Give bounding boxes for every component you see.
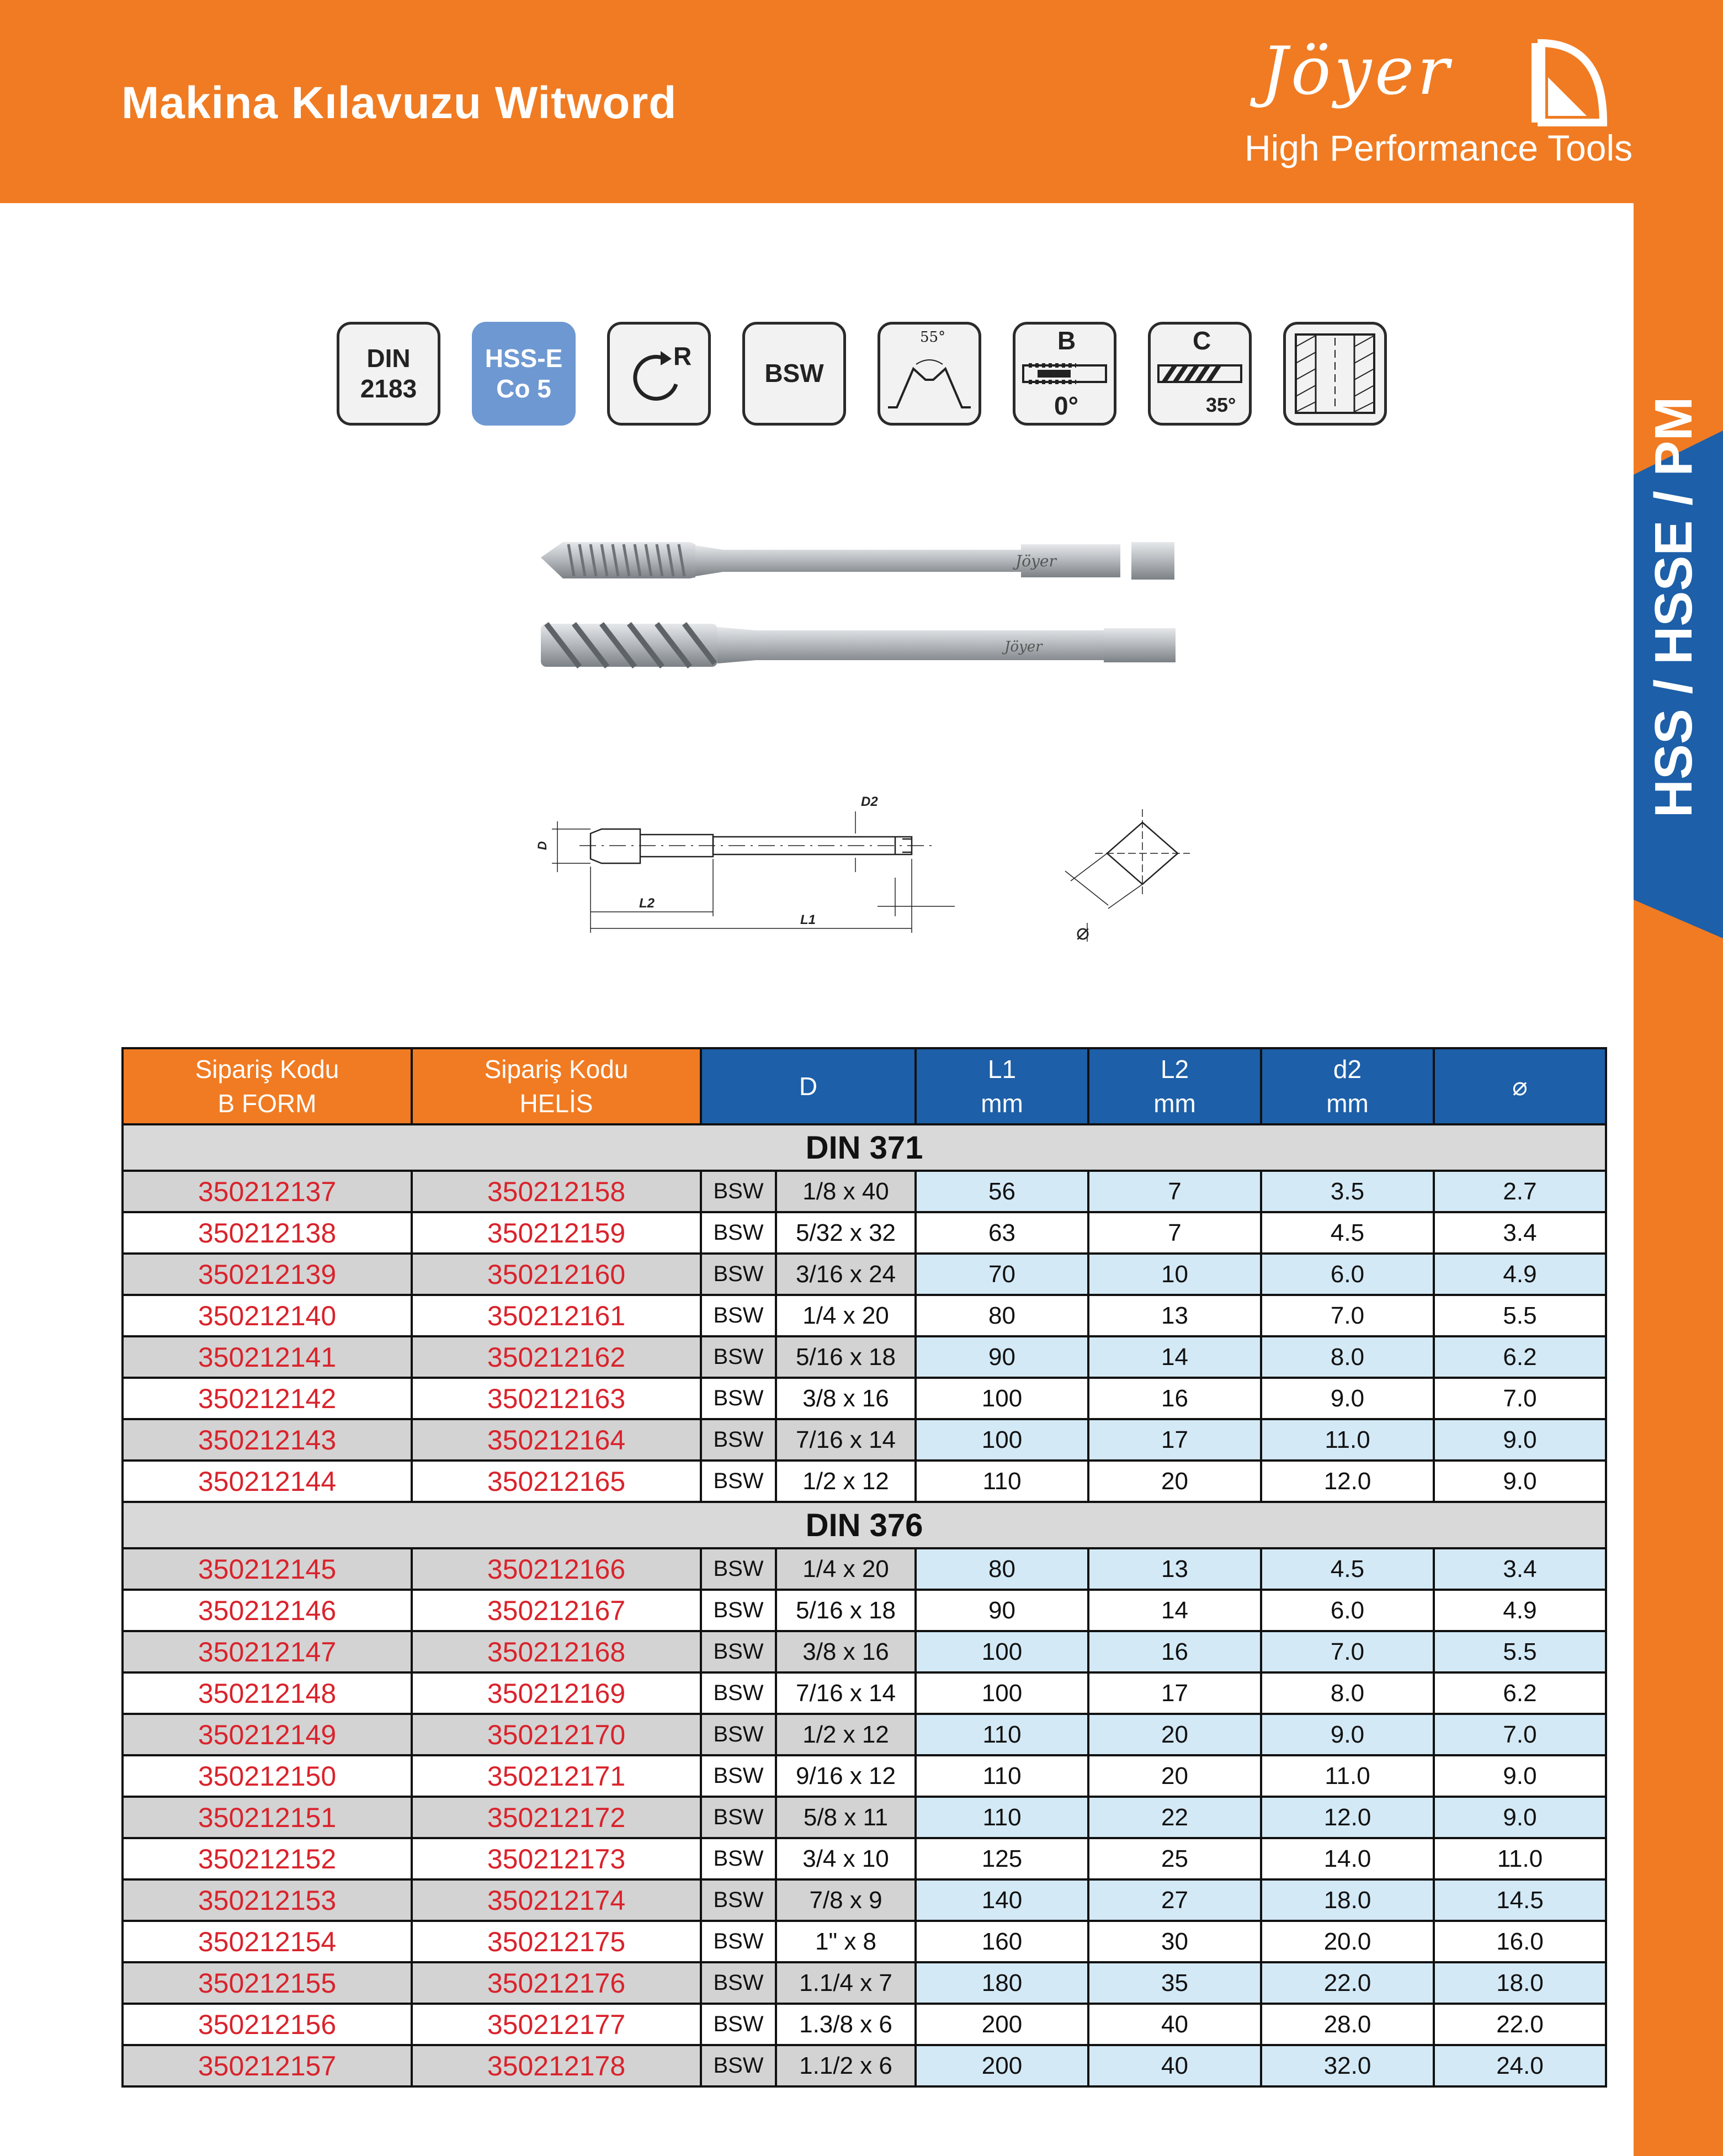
header-l1-line1: L1 [987, 1055, 1017, 1084]
helis-code: 350212173 [412, 1838, 701, 1879]
l2-value: 35 [1088, 1962, 1261, 2004]
label-l2: L2 [639, 896, 655, 911]
brand-logo-icon [1526, 39, 1609, 127]
table-row [123, 1590, 1606, 1631]
header-square: ⌀ [1434, 1048, 1606, 1124]
b-form-code: 350212157 [123, 2045, 412, 2086]
thread-size: 5/16 x 18 [776, 1590, 916, 1631]
l2-value: 14 [1088, 1590, 1261, 1631]
thread-type: BSW [701, 1336, 776, 1378]
header-l1 [916, 1048, 1088, 1124]
helis-code: 350212171 [412, 1755, 701, 1797]
through-hole-drawing [1286, 325, 1384, 423]
helis-code: 350212167 [412, 1590, 701, 1631]
l2-value: 7 [1088, 1171, 1261, 1212]
d2-value: 4.5 [1261, 1212, 1434, 1254]
d2-value: 9.0 [1261, 1378, 1434, 1419]
table-row [123, 1631, 1606, 1672]
through-hole-icon [1283, 322, 1387, 426]
b-form-code: 350212156 [123, 2004, 412, 2045]
square-value: 5.5 [1434, 1631, 1606, 1672]
l2-value: 20 [1088, 1755, 1261, 1797]
bsw-icon [742, 322, 846, 426]
l1-value: 100 [916, 1672, 1088, 1714]
thread-size: 5/8 x 11 [776, 1797, 916, 1838]
b-form-code: 350212147 [123, 1631, 412, 1672]
b-form-code: 350212139 [123, 1254, 412, 1295]
thread-size: 1.3/8 x 6 [776, 2004, 916, 2045]
l1-value: 100 [916, 1378, 1088, 1419]
helis-code: 350212162 [412, 1336, 701, 1378]
b-form-code: 350212146 [123, 1590, 412, 1631]
label-l1: L1 [800, 912, 816, 927]
thread-angle-icon [878, 322, 981, 426]
d2-value: 18.0 [1261, 1879, 1434, 1921]
helis-code: 350212170 [412, 1714, 701, 1755]
thread-type: BSW [701, 1295, 776, 1336]
d2-value: 7.0 [1261, 1631, 1434, 1672]
table-row [123, 1254, 1606, 1295]
spiral-flute-tap [541, 624, 1176, 667]
brand-tagline: High Performance Tools [1245, 128, 1633, 168]
l2-value: 22 [1088, 1797, 1261, 1838]
table-row [123, 1962, 1606, 2004]
l2-value: 40 [1088, 2004, 1261, 2045]
thread-size: 7/16 x 14 [776, 1672, 916, 1714]
l2-value: 7 [1088, 1212, 1261, 1254]
square-value: 5.5 [1434, 1295, 1606, 1336]
thread-size: 1/4 x 20 [776, 1295, 916, 1336]
d2-value: 8.0 [1261, 1336, 1434, 1378]
header-d2 [1261, 1048, 1434, 1124]
b-form-code: 350212148 [123, 1672, 412, 1714]
square-value: 16.0 [1434, 1921, 1606, 1962]
b-form-code: 350212143 [123, 1419, 412, 1461]
header-b-form-line2: B FORM [217, 1089, 317, 1118]
l2-value: 13 [1088, 1295, 1261, 1336]
right-hand-icon [607, 322, 711, 426]
l1-value: 180 [916, 1962, 1088, 2004]
table-row [123, 1336, 1606, 1378]
form-c-angle: 35° [1206, 394, 1236, 416]
square-value: 18.0 [1434, 1962, 1606, 2004]
din-label: DIN [366, 343, 411, 373]
header-helis-line2: HELİS [519, 1089, 593, 1118]
table-row [123, 1171, 1606, 1212]
square-value: 9.0 [1434, 1461, 1606, 1502]
header-d: D [701, 1048, 916, 1124]
section-row [123, 1502, 1606, 1548]
b-form-code: 350212145 [123, 1548, 412, 1590]
helis-code: 350212174 [412, 1879, 701, 1921]
product-photo [524, 519, 1187, 679]
thread-size: 5/16 x 18 [776, 1336, 916, 1378]
header-l2 [1088, 1048, 1261, 1124]
table-row [123, 1461, 1606, 1502]
helis-code: 350212161 [412, 1295, 701, 1336]
header-helis [412, 1048, 701, 1124]
brand-name: Jöyer [1261, 33, 1453, 110]
thread-type: BSW [701, 1590, 776, 1631]
header-l2-line2: mm [1153, 1089, 1196, 1118]
straight-flute-tap [541, 542, 1174, 580]
thread-type: BSW [701, 1879, 776, 1921]
d2-value: 32.0 [1261, 2045, 1434, 2086]
cobalt-label: Co 5 [496, 374, 551, 403]
header-l2-line1: L2 [1160, 1055, 1189, 1084]
l2-value: 30 [1088, 1921, 1261, 1962]
thread-size: 3/16 x 24 [776, 1254, 916, 1295]
l2-value: 17 [1088, 1672, 1261, 1714]
thread-type: BSW [701, 1548, 776, 1590]
l1-value: 70 [916, 1254, 1088, 1295]
d2-value: 28.0 [1261, 2004, 1434, 2045]
spec-table [121, 1047, 1607, 2088]
b-form-code: 350212138 [123, 1212, 412, 1254]
page-title: Makina Kılavuzu Witword [121, 78, 677, 128]
d2-value: 12.0 [1261, 1797, 1434, 1838]
thread-size: 1" x 8 [776, 1921, 916, 1962]
thread-type: BSW [701, 2045, 776, 2086]
thread-size: 9/16 x 12 [776, 1755, 916, 1797]
b-form-code: 350212149 [123, 1714, 412, 1755]
thread-type: BSW [701, 1254, 776, 1295]
thread-size: 3/4 x 10 [776, 1838, 916, 1879]
b-form-code: 350212137 [123, 1171, 412, 1212]
l1-value: 110 [916, 1755, 1088, 1797]
thread-size: 1/4 x 20 [776, 1548, 916, 1590]
section-title: DIN 371 [123, 1124, 1606, 1171]
table-row [123, 2045, 1606, 2086]
thread-type: BSW [701, 1672, 776, 1714]
b-form-code: 350212141 [123, 1336, 412, 1378]
header-d2-line2: mm [1326, 1089, 1369, 1118]
helis-code: 350212177 [412, 2004, 701, 2045]
thread-type: BSW [701, 1714, 776, 1755]
square-value: 3.4 [1434, 1548, 1606, 1590]
thread-size: 7/8 x 9 [776, 1879, 916, 1921]
form-c-icon [1148, 322, 1252, 426]
header-b-form [123, 1048, 412, 1124]
square-value: 6.2 [1434, 1336, 1606, 1378]
b-form-code: 350212153 [123, 1879, 412, 1921]
thread-type: BSW [701, 1921, 776, 1962]
l2-value: 16 [1088, 1378, 1261, 1419]
l2-value: 20 [1088, 1461, 1261, 1502]
l1-value: 100 [916, 1631, 1088, 1672]
d2-value: 9.0 [1261, 1714, 1434, 1755]
thread-size: 3/8 x 16 [776, 1631, 916, 1672]
table-row [123, 1921, 1606, 1962]
l1-value: 110 [916, 1714, 1088, 1755]
square-value: 7.0 [1434, 1714, 1606, 1755]
table-row [123, 1212, 1606, 1254]
helis-code: 350212163 [412, 1378, 701, 1419]
table-row [123, 1838, 1606, 1879]
technical-drawing [513, 789, 1209, 955]
square-value: 9.0 [1434, 1797, 1606, 1838]
header-l1-line2: mm [981, 1089, 1023, 1118]
form-b-icon [1013, 322, 1116, 426]
right-hand-label: R [673, 342, 692, 370]
l1-value: 110 [916, 1797, 1088, 1838]
l2-value: 10 [1088, 1254, 1261, 1295]
l1-value: 90 [916, 1590, 1088, 1631]
d2-value: 12.0 [1261, 1461, 1434, 1502]
helis-code: 350212172 [412, 1797, 701, 1838]
helis-code: 350212160 [412, 1254, 701, 1295]
brand-block [1245, 33, 1633, 182]
label-d: D [535, 841, 549, 850]
d2-value: 11.0 [1261, 1755, 1434, 1797]
l2-value: 40 [1088, 2045, 1261, 2086]
form-b-letter: B [1057, 326, 1076, 355]
header-helis-line1: Sipariş Kodu [484, 1055, 629, 1084]
d2-value: 11.0 [1261, 1419, 1434, 1461]
din-2183-icon [337, 322, 440, 426]
header-d2-line1: d2 [1333, 1055, 1362, 1084]
header-b-form-line1: Sipariş Kodu [195, 1055, 339, 1084]
helis-code: 350212176 [412, 1962, 701, 2004]
feature-icons [337, 322, 1385, 428]
b-form-code: 350212140 [123, 1295, 412, 1336]
section-title: DIN 376 [123, 1502, 1606, 1548]
thread-type: BSW [701, 1755, 776, 1797]
side-tab-label: HSS / HSSE / PM [1644, 396, 1703, 818]
table-row [123, 2004, 1606, 2045]
l1-value: 80 [916, 1295, 1088, 1336]
d2-value: 22.0 [1261, 1962, 1434, 2004]
helis-code: 350212158 [412, 1171, 701, 1212]
material-label: HSS-E [485, 343, 563, 373]
thread-size: 5/32 x 32 [776, 1212, 916, 1254]
thread-size: 1.1/4 x 7 [776, 1962, 916, 2004]
rotation-arrow-icon [610, 325, 708, 423]
thread-type: BSW [701, 1461, 776, 1502]
table-row [123, 1548, 1606, 1590]
table-row [123, 1419, 1606, 1461]
bsw-label: BSW [764, 359, 824, 388]
square-value: 22.0 [1434, 2004, 1606, 2045]
hss-e-co5-icon [472, 322, 576, 426]
label-d2: D2 [861, 794, 878, 809]
thread-size: 7/16 x 14 [776, 1419, 916, 1461]
thread-type: BSW [701, 1797, 776, 1838]
thread-type: BSW [701, 1419, 776, 1461]
table-row [123, 1295, 1606, 1336]
l1-value: 100 [916, 1419, 1088, 1461]
form-b-angle: 0° [1054, 391, 1078, 420]
label-square: ⌀ [1076, 920, 1090, 945]
table-row [123, 1714, 1606, 1755]
square-value: 4.9 [1434, 1590, 1606, 1631]
l2-value: 13 [1088, 1548, 1261, 1590]
square-value: 7.0 [1434, 1378, 1606, 1419]
d2-value: 8.0 [1261, 1672, 1434, 1714]
l1-value: 200 [916, 2004, 1088, 2045]
l2-value: 14 [1088, 1336, 1261, 1378]
b-form-code: 350212152 [123, 1838, 412, 1879]
table-row [123, 1797, 1606, 1838]
helis-code: 350212166 [412, 1548, 701, 1590]
l2-value: 17 [1088, 1419, 1261, 1461]
l1-value: 160 [916, 1921, 1088, 1962]
table-header-row [123, 1048, 1606, 1124]
b-form-code: 350212154 [123, 1921, 412, 1962]
d2-value: 7.0 [1261, 1295, 1434, 1336]
square-value: 3.4 [1434, 1212, 1606, 1254]
square-value: 9.0 [1434, 1755, 1606, 1797]
square-value: 6.2 [1434, 1672, 1606, 1714]
thread-size: 1.1/2 x 6 [776, 2045, 916, 2086]
thread-type: BSW [701, 1212, 776, 1254]
square-value: 4.9 [1434, 1254, 1606, 1295]
helis-code: 350212175 [412, 1921, 701, 1962]
l1-value: 63 [916, 1212, 1088, 1254]
helis-code: 350212168 [412, 1631, 701, 1672]
b-form-code: 350212142 [123, 1378, 412, 1419]
b-form-code: 350212144 [123, 1461, 412, 1502]
helis-code: 350212159 [412, 1212, 701, 1254]
square-value: 11.0 [1434, 1838, 1606, 1879]
table-row [123, 1755, 1606, 1797]
section-row [123, 1124, 1606, 1171]
table-row [123, 1672, 1606, 1714]
thread-type: BSW [701, 1171, 776, 1212]
l1-value: 90 [916, 1336, 1088, 1378]
thread-size: 1/8 x 40 [776, 1171, 916, 1212]
d2-value: 4.5 [1261, 1548, 1434, 1590]
table-row [123, 1378, 1606, 1419]
angle-label: 55° [920, 329, 946, 346]
square-value: 24.0 [1434, 2045, 1606, 2086]
b-form-code: 350212155 [123, 1962, 412, 2004]
l1-value: 110 [916, 1461, 1088, 1502]
helis-code: 350212164 [412, 1419, 701, 1461]
d2-value: 20.0 [1261, 1921, 1434, 1962]
l1-value: 56 [916, 1171, 1088, 1212]
thread-size: 1/2 x 12 [776, 1461, 916, 1502]
b-form-code: 350212150 [123, 1755, 412, 1797]
square-value: 14.5 [1434, 1879, 1606, 1921]
form-c-letter: C [1193, 326, 1211, 355]
l1-value: 140 [916, 1879, 1088, 1921]
svg-text:Jöyer: Jöyer [1004, 639, 1043, 655]
thread-size: 3/8 x 16 [776, 1378, 916, 1419]
svg-text:Jöyer: Jöyer [1015, 552, 1056, 570]
square-value: 9.0 [1434, 1419, 1606, 1461]
helis-code: 350212165 [412, 1461, 701, 1502]
square-value: 2.7 [1434, 1171, 1606, 1212]
spec-table-body [123, 1124, 1606, 2086]
d2-value: 14.0 [1261, 1838, 1434, 1879]
thread-type: BSW [701, 1838, 776, 1879]
b-form-code: 350212151 [123, 1797, 412, 1838]
header-bar [0, 0, 1723, 203]
d2-value: 3.5 [1261, 1171, 1434, 1212]
l1-value: 200 [916, 2045, 1088, 2086]
table-row [123, 1879, 1606, 1921]
thread-size: 1/2 x 12 [776, 1714, 916, 1755]
l2-value: 27 [1088, 1879, 1261, 1921]
helis-code: 350212178 [412, 2045, 701, 2086]
l2-value: 25 [1088, 1838, 1261, 1879]
d2-value: 6.0 [1261, 1590, 1434, 1631]
thread-type: BSW [701, 2004, 776, 2045]
thread-type: BSW [701, 1631, 776, 1672]
thread-type: BSW [701, 1962, 776, 2004]
d2-value: 6.0 [1261, 1254, 1434, 1295]
l2-value: 16 [1088, 1631, 1261, 1672]
l1-value: 80 [916, 1548, 1088, 1590]
helis-code: 350212169 [412, 1672, 701, 1714]
l2-value: 20 [1088, 1714, 1261, 1755]
thread-type: BSW [701, 1378, 776, 1419]
l1-value: 125 [916, 1838, 1088, 1879]
din-number: 2183 [360, 374, 417, 403]
